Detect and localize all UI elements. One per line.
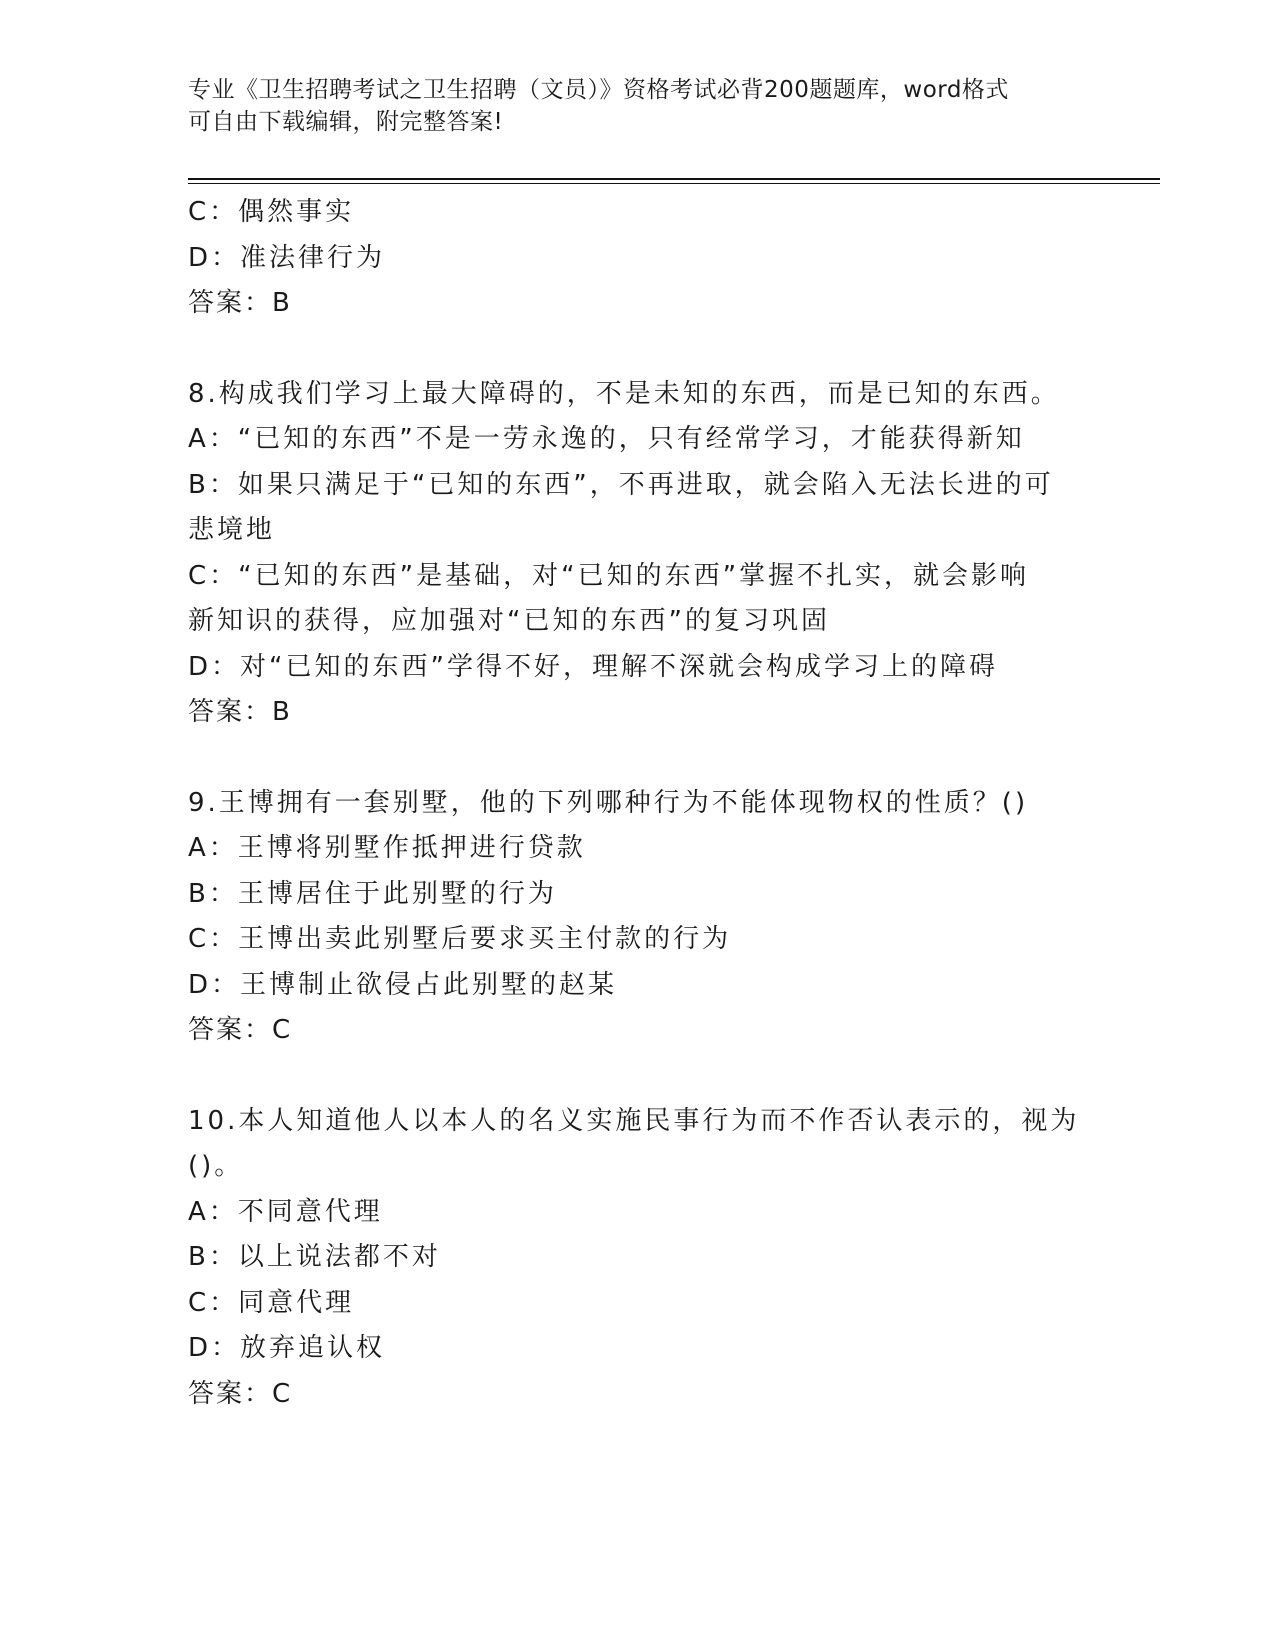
question-8: [188, 372, 1088, 736]
option-c: C：偶然事实: [188, 197, 355, 227]
header-title-line-1: 专业《卫生招聘考试之卫生招聘（文员）》资格考试必背200题题库，word格式: [188, 77, 1009, 103]
option-c-continued: 新知识的获得，应加强对“已知的东西”的复习巩固: [188, 606, 830, 636]
question-list: [188, 190, 1088, 1417]
option-d: D：王博制止欲侵占此别墅的赵某: [188, 969, 618, 1000]
question-text: 10.本人知道他人以本人的名义实施民事行为而不作否认表示的，视为: [188, 1105, 1080, 1136]
option-a: A：王博将别墅作抵押进行贷款: [188, 833, 586, 863]
answer-line: 答案：C: [188, 1015, 293, 1045]
question-text: 9.王博拥有一套别墅，他的下列哪种行为不能体现物权的性质？(): [188, 787, 1029, 818]
option-b: B：王博居住于此别墅的行为: [188, 878, 557, 909]
option-a: A：不同意代理: [188, 1196, 383, 1227]
answer-line: 答案：B: [188, 697, 292, 727]
option-b-continued: 悲境地: [188, 515, 276, 545]
spacer: [188, 1054, 1088, 1099]
option-a: A：“已知的东西”不是一劳永逸的，只有经常学习，才能获得新知: [188, 424, 1025, 454]
header-title-line-2: 可自由下载编辑，附完整答案!: [188, 109, 504, 135]
question-9: [188, 781, 1088, 1054]
question-7: [188, 190, 1088, 327]
option-b: B：以上说法都不对: [188, 1242, 441, 1272]
header-divider: [188, 178, 1160, 184]
answer-line: 答案：C: [188, 1378, 293, 1409]
spacer: [188, 327, 1088, 372]
option-d: D：对“已知的东西”学得不好，理解不深就会构成学习上的障碍: [188, 651, 998, 682]
option-c: C：“已知的东西”是基础，对“已知的东西”掌握不扎实，就会影响: [188, 560, 1030, 591]
option-c: C：王博出卖此别墅后要求买主付款的行为: [188, 924, 732, 954]
question-text-continued: ()。: [188, 1151, 244, 1181]
option-b: B：如果只满足于“已知的东西”，不再进取，就会陷入无法长进的可: [188, 469, 1054, 500]
option-d: D：准法律行为: [188, 242, 386, 273]
option-d: D：放弃追认权: [188, 1333, 386, 1363]
question-text: 8.构成我们学习上最大障碍的，不是未知的东西，而是已知的东西。: [188, 378, 1060, 409]
spacer: [188, 736, 1088, 781]
answer-line: 答案：B: [188, 288, 292, 318]
page-header: [188, 74, 1068, 138]
question-10: [188, 1099, 1088, 1418]
option-c: C：同意代理: [188, 1287, 355, 1318]
